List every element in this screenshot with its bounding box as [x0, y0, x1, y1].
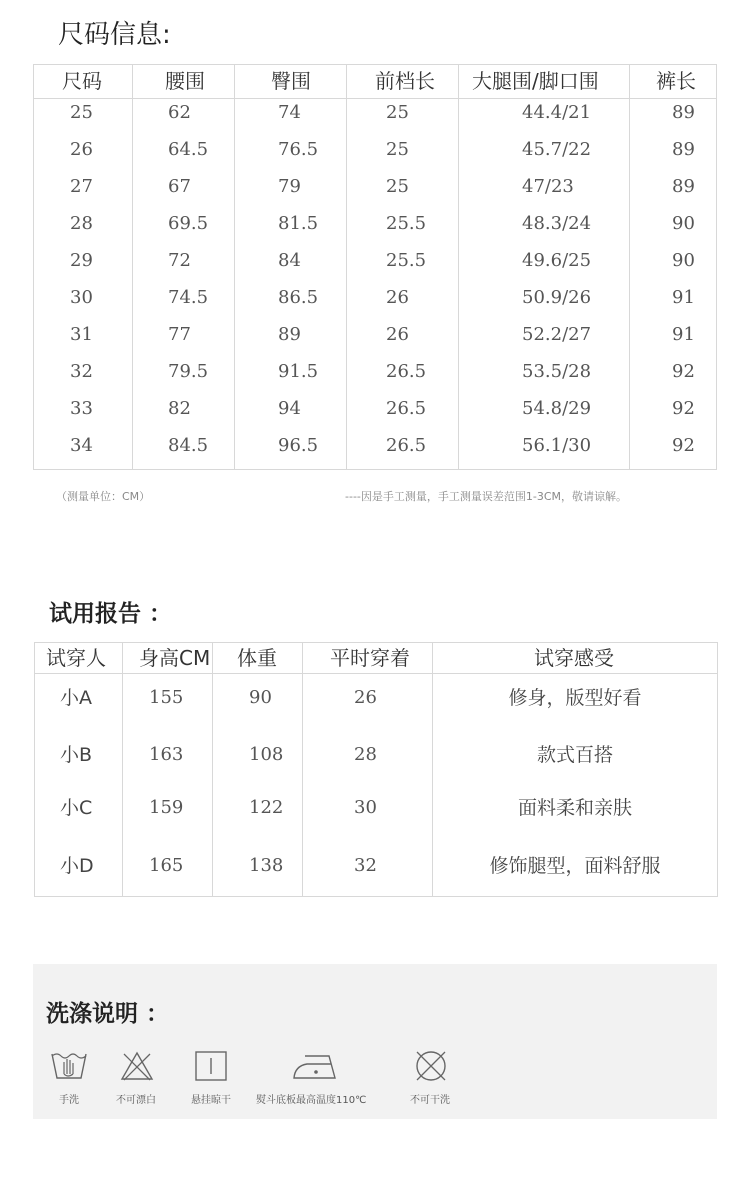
trial-cell-tester: 小A — [60, 687, 92, 709]
size-cell-length: 90 — [672, 213, 695, 234]
trial-cell-weight: 122 — [249, 797, 284, 818]
size-cell-waist: 72 — [168, 250, 191, 271]
size-cell-hip: 91.5 — [278, 361, 319, 382]
hand-wash-icon — [49, 1048, 89, 1082]
unit-note: （测量单位：CM） — [56, 490, 151, 503]
wash-label-4: 不可干洗 — [410, 1095, 450, 1106]
size-cell-length: 92 — [672, 398, 695, 419]
size-cell-front-rise: 25 — [386, 176, 409, 197]
size-cell-hip: 89 — [278, 324, 301, 345]
size-cell-size: 29 — [70, 250, 93, 271]
header-length: 裤长 — [656, 69, 696, 93]
size-cell-waist: 82 — [168, 398, 191, 419]
trial-cell-height: 163 — [149, 744, 184, 765]
header-size: 尺码 — [62, 69, 102, 93]
size-table — [33, 64, 717, 470]
size-cell-size: 34 — [70, 435, 93, 456]
header-hip: 臀围 — [271, 69, 311, 93]
wash-label-0: 手洗 — [59, 1095, 79, 1106]
size-cell-thigh-hem: 47/23 — [522, 176, 574, 197]
size-cell-front-rise: 25 — [386, 139, 409, 160]
size-cell-thigh-hem: 45.7/22 — [522, 139, 592, 160]
trial-cell-tester: 小C — [60, 797, 93, 819]
size-cell-front-rise: 25 — [386, 102, 409, 123]
trial-cell-usual-size: 30 — [354, 797, 377, 818]
size-cell-size: 32 — [70, 361, 93, 382]
size-cell-hip: 96.5 — [278, 435, 319, 456]
size-cell-front-rise: 26 — [386, 324, 409, 345]
size-cell-hip: 84 — [278, 250, 301, 271]
size-cell-length: 90 — [672, 250, 695, 271]
size-cell-length: 92 — [672, 435, 695, 456]
size-cell-length: 89 — [672, 176, 695, 197]
size-cell-hip: 81.5 — [278, 213, 319, 234]
size-cell-thigh-hem: 53.5/28 — [522, 361, 592, 382]
trial-cell-usual-size: 28 — [354, 744, 377, 765]
size-cell-thigh-hem: 49.6/25 — [522, 250, 592, 271]
size-cell-waist: 64.5 — [168, 139, 209, 160]
size-cell-waist: 84.5 — [168, 435, 209, 456]
trial-cell-weight: 108 — [249, 744, 284, 765]
trial-cell-weight: 138 — [249, 855, 284, 876]
wash-label-2: 悬挂晾干 — [191, 1095, 231, 1106]
header-weight: 体重 — [237, 646, 277, 670]
size-cell-size: 33 — [70, 398, 93, 419]
wash-label-1: 不可漂白 — [116, 1095, 156, 1106]
header-front-rise: 前档长 — [375, 69, 435, 93]
header-usual-size: 平时穿着 — [330, 646, 410, 670]
size-cell-waist: 69.5 — [168, 213, 209, 234]
size-cell-waist: 77 — [168, 324, 191, 345]
size-cell-thigh-hem: 52.2/27 — [522, 324, 592, 345]
size-cell-length: 92 — [672, 361, 695, 382]
size-cell-front-rise: 26.5 — [386, 398, 427, 419]
size-cell-waist: 79.5 — [168, 361, 209, 382]
size-cell-size: 27 — [70, 176, 93, 197]
size-cell-thigh-hem: 48.3/24 — [522, 213, 592, 234]
size-cell-thigh-hem: 44.4/21 — [522, 102, 592, 123]
iron-icon — [291, 1050, 339, 1082]
trial-cell-tester: 小B — [60, 744, 93, 766]
trial-cell-feedback: 款式百搭 — [536, 744, 613, 766]
trial-cell-feedback: 修饰腿型，面料舒服 — [489, 855, 661, 877]
size-cell-front-rise: 26.5 — [386, 435, 427, 456]
size-cell-length: 91 — [672, 287, 695, 308]
trial-cell-height: 159 — [149, 797, 184, 818]
size-cell-hip: 86.5 — [278, 287, 319, 308]
size-cell-length: 91 — [672, 324, 695, 345]
trial-cell-height: 155 — [149, 687, 184, 708]
header-feedback: 试穿感受 — [534, 646, 614, 670]
size-cell-length: 89 — [672, 102, 695, 123]
error-note: ----因是手工测量，手工测量误差范围1-3CM，敬请谅解。 — [345, 490, 628, 503]
size-cell-thigh-hem: 56.1/30 — [522, 435, 592, 456]
trial-cell-tester: 小D — [60, 855, 94, 877]
trial-cell-feedback: 修身，版型好看 — [508, 687, 642, 709]
size-cell-front-rise: 25.5 — [386, 250, 427, 271]
size-cell-length: 89 — [672, 139, 695, 160]
size-cell-size: 26 — [70, 139, 93, 160]
header-thigh-hem: 大腿围/脚口围 — [472, 69, 599, 93]
size-cell-size: 30 — [70, 287, 93, 308]
header-waist: 腰围 — [165, 69, 205, 93]
header-tester: 试穿人 — [46, 646, 106, 670]
size-cell-front-rise: 26.5 — [386, 361, 427, 382]
size-cell-waist: 74.5 — [168, 287, 209, 308]
size-cell-size: 28 — [70, 213, 93, 234]
no-bleach-icon — [119, 1050, 155, 1082]
wash-section-title: 洗涤说明 ： — [46, 1001, 170, 1027]
size-cell-hip: 74 — [278, 102, 301, 123]
wash-panel — [33, 964, 717, 1119]
size-cell-hip: 79 — [278, 176, 301, 197]
trial-cell-usual-size: 32 — [354, 855, 377, 876]
size-cell-waist: 67 — [168, 176, 191, 197]
trial-table — [34, 642, 718, 897]
trial-cell-feedback: 面料柔和亲肤 — [517, 797, 632, 819]
size-cell-hip: 76.5 — [278, 139, 319, 160]
size-cell-size: 25 — [70, 102, 93, 123]
size-cell-hip: 94 — [278, 398, 301, 419]
trial-section-title: 试用报告 ： — [49, 601, 173, 627]
wash-label-3: 熨斗底板最高温度110℃ — [256, 1095, 367, 1106]
no-dry-clean-icon — [413, 1049, 449, 1083]
size-cell-size: 31 — [70, 324, 93, 345]
size-cell-thigh-hem: 50.9/26 — [522, 287, 592, 308]
trial-cell-height: 165 — [149, 855, 184, 876]
size-cell-front-rise: 25.5 — [386, 213, 427, 234]
size-cell-waist: 62 — [168, 102, 191, 123]
header-height: 身高CM — [139, 646, 211, 670]
size-cell-thigh-hem: 54.8/29 — [522, 398, 592, 419]
trial-cell-weight: 90 — [249, 687, 272, 708]
hang-dry-icon — [194, 1050, 228, 1082]
trial-cell-usual-size: 26 — [354, 687, 377, 708]
size-cell-front-rise: 26 — [386, 287, 409, 308]
size-section-title: 尺码信息: — [58, 20, 171, 50]
